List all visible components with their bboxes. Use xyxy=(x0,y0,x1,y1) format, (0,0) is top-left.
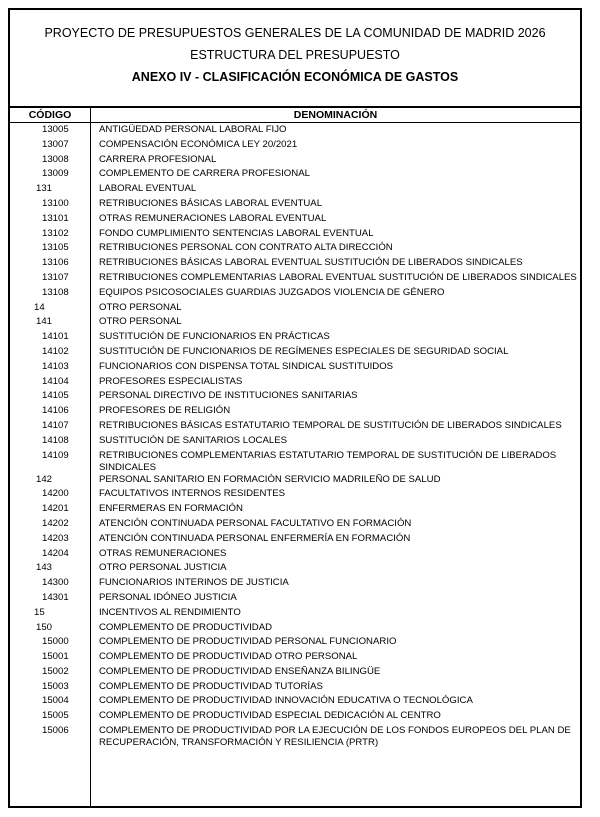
table-row xyxy=(10,346,580,361)
row-description: COMPLEMENTO DE PRODUCTIVIDAD OTRO PERSONAL xyxy=(99,651,358,663)
table-row xyxy=(10,242,580,257)
row-description: COMPLEMENTO DE PRODUCTIVIDAD ESPECIAL DEDICACIÓN AL CENTRO xyxy=(99,710,441,722)
table-row xyxy=(10,154,580,169)
row-description: OTRO PERSONAL xyxy=(99,301,182,313)
row-code: 14105 xyxy=(42,390,69,402)
row-description: PERSONAL IDÓNEO JUSTICIA xyxy=(99,591,237,603)
row-code: 14107 xyxy=(42,419,69,431)
table-row xyxy=(10,450,580,474)
table-row xyxy=(10,213,580,228)
header-annex-title: ANEXO IV - CLASIFICACIÓN ECONÓMICA DE GASTOS xyxy=(131,70,459,84)
row-code: 13007 xyxy=(42,138,69,150)
table-row xyxy=(10,124,580,139)
table-row xyxy=(10,562,580,577)
row-code: 13009 xyxy=(42,168,69,180)
row-code: 15006 xyxy=(42,725,69,737)
row-description: COMPLEMENTO DE PRODUCTIVIDAD xyxy=(99,621,273,633)
row-code: 14 xyxy=(34,301,45,313)
row-code: 13106 xyxy=(42,257,69,269)
table-row xyxy=(10,257,580,272)
row-code: 14108 xyxy=(42,434,69,446)
row-code: 14109 xyxy=(42,449,69,461)
table-body xyxy=(10,124,580,749)
row-code: 14204 xyxy=(42,547,69,559)
row-description: INCENTIVOS AL RENDIMIENTO xyxy=(99,606,241,618)
table-row xyxy=(10,474,580,489)
row-description: EQUIPOS PSICOSOCIALES GUARDIAS JUZGADOS VIOLENCIA DE GÉNERO xyxy=(99,286,445,298)
row-description: COMPENSACIÓN ECONÓMICA LEY 20/2021 xyxy=(99,138,298,150)
document-header xyxy=(10,10,580,106)
table-row xyxy=(10,636,580,651)
row-code: 13008 xyxy=(42,153,69,165)
row-description: FUNCIONARIOS INTERINOS DE JUSTICIA xyxy=(99,577,289,589)
row-description: COMPLEMENTO DE PRODUCTIVIDAD INNOVACIÓN EDUCATIVA O TECNOLÓGICA xyxy=(99,695,473,707)
row-description: ATENCIÓN CONTINUADA PERSONAL ENFERMERÍA EN FORMACIÓN xyxy=(99,532,411,544)
row-code: 14202 xyxy=(42,517,69,529)
column-header-code: CÓDIGO xyxy=(28,109,72,121)
row-code: 15001 xyxy=(42,651,69,663)
row-description: RETRIBUCIONES COMPLEMENTARIAS ESTATUTARIO TEMPORAL DE SUSTITUCIÓN DE LIBERADOS SINDICALES xyxy=(99,449,557,473)
row-description: RETRIBUCIONES BÁSICAS LABORAL EVENTUAL SUSTITUCIÓN DE LIBERADOS SINDICALES xyxy=(99,257,523,269)
table-row xyxy=(10,331,580,346)
row-code: 14103 xyxy=(42,360,69,372)
row-code: 142 xyxy=(36,473,53,485)
row-description: COMPLEMENTO DE PRODUCTIVIDAD ENSEÑANZA BILINGÜE xyxy=(99,665,381,677)
row-description: COMPLEMENTO DE PRODUCTIVIDAD TUTORÍAS xyxy=(99,680,323,692)
row-code: 14300 xyxy=(42,577,69,589)
table-header xyxy=(10,106,580,123)
row-description: FONDO CUMPLIMIENTO SENTENCIAS LABORAL EVENTUAL xyxy=(99,227,374,239)
table-row xyxy=(10,198,580,213)
table-row xyxy=(10,420,580,435)
table-row xyxy=(10,548,580,563)
table-row xyxy=(10,139,580,154)
row-code: 15000 xyxy=(42,636,69,648)
row-code: 14200 xyxy=(42,488,69,500)
row-code: 15 xyxy=(34,606,45,618)
row-description: ATENCIÓN CONTINUADA PERSONAL FACULTATIVO EN FORMACIÓN xyxy=(99,517,412,529)
table-row xyxy=(10,607,580,622)
row-code: 13005 xyxy=(42,124,69,135)
table-row xyxy=(10,488,580,503)
row-code: 150 xyxy=(36,621,53,633)
row-description: PROFESORES DE RELIGIÓN xyxy=(99,405,231,417)
row-code: 15003 xyxy=(42,680,69,692)
row-description: PERSONAL DIRECTIVO DE INSTITUCIONES SANITARIAS xyxy=(99,390,358,402)
table-row xyxy=(10,681,580,696)
header-subtitle: ESTRUCTURA DEL PRESUPUESTO xyxy=(190,48,400,62)
header-title: PROYECTO DE PRESUPUESTOS GENERALES DE LA COMUNIDAD DE MADRID 2026 xyxy=(44,26,546,40)
row-description: ENFERMERAS EN FORMACIÓN xyxy=(99,503,243,515)
row-description: RETRIBUCIONES BÁSICAS ESTATUTARIO TEMPORAL DE SUSTITUCIÓN DE LIBERADOS SINDICALES xyxy=(99,419,562,431)
row-description: COMPLEMENTO DE CARRERA PROFESIONAL xyxy=(99,168,310,180)
table-row xyxy=(10,183,580,198)
table-row xyxy=(10,272,580,287)
table-row xyxy=(10,518,580,533)
table-row xyxy=(10,376,580,391)
table-row xyxy=(10,168,580,183)
row-description: PROFESORES ESPECIALISTAS xyxy=(99,375,243,387)
row-code: 14104 xyxy=(42,375,69,387)
table-row xyxy=(10,302,580,317)
row-description: OTRAS REMUNERACIONES LABORAL EVENTUAL xyxy=(99,212,327,224)
row-code: 14203 xyxy=(42,532,69,544)
table-row xyxy=(10,228,580,243)
row-description: FACULTATIVOS INTERNOS RESIDENTES xyxy=(99,488,286,500)
document-page xyxy=(8,8,582,808)
row-code: 14101 xyxy=(42,331,69,343)
row-code: 13101 xyxy=(42,212,69,224)
row-code: 13108 xyxy=(42,286,69,298)
row-description: LABORAL EVENTUAL xyxy=(99,183,197,195)
row-code: 13100 xyxy=(42,197,69,209)
row-description: SUSTITUCIÓN DE SANITARIOS LOCALES xyxy=(99,434,288,446)
row-code: 15004 xyxy=(42,695,69,707)
table-row xyxy=(10,316,580,331)
row-code: 13105 xyxy=(42,242,69,254)
row-description: RETRIBUCIONES BÁSICAS LABORAL EVENTUAL xyxy=(99,197,323,209)
table-row xyxy=(10,666,580,681)
table-row xyxy=(10,651,580,666)
row-code: 143 xyxy=(36,562,53,574)
table-row xyxy=(10,435,580,450)
row-code: 14102 xyxy=(42,345,69,357)
table-row xyxy=(10,361,580,376)
column-header-description: DENOMINACIÓN xyxy=(293,109,378,121)
row-code: 131 xyxy=(36,183,53,195)
row-code: 141 xyxy=(36,316,53,328)
row-description: COMPLEMENTO DE PRODUCTIVIDAD POR LA EJECUCIÓN DE LOS FONDOS EUROPEOS DEL PLAN DE RECUPERACIÓN, TRANSFORMACIÓN Y RESILIENCIA (PRTR) xyxy=(99,725,571,749)
row-code: 14201 xyxy=(42,503,69,515)
table-row xyxy=(10,577,580,592)
row-code: 15005 xyxy=(42,710,69,722)
row-description: SUSTITUCIÓN DE FUNCIONARIOS DE REGÍMENES ESPECIALES DE SEGURIDAD SOCIAL xyxy=(99,345,509,357)
row-code: 14301 xyxy=(42,591,69,603)
table-row xyxy=(10,405,580,420)
table-row xyxy=(10,592,580,607)
row-description: OTRO PERSONAL xyxy=(99,316,182,328)
row-description: PERSONAL SANITARIO EN FORMACIÓN SERVICIO MADRILEÑO DE SALUD xyxy=(99,473,441,485)
row-code: 13107 xyxy=(42,271,69,283)
row-description: RETRIBUCIONES COMPLEMENTARIAS LABORAL EVENTUAL SUSTITUCIÓN DE LIBERADOS SINDICALES xyxy=(99,271,577,283)
row-code: 15002 xyxy=(42,665,69,677)
row-description: SUSTITUCIÓN DE FUNCIONARIOS EN PRÁCTICAS xyxy=(99,331,330,343)
table-row xyxy=(10,390,580,405)
table-row xyxy=(10,503,580,518)
row-code: 14106 xyxy=(42,405,69,417)
row-description: RETRIBUCIONES PERSONAL CON CONTRATO ALTA DIRECCIÓN xyxy=(99,242,393,254)
table-row xyxy=(10,725,580,749)
row-description: OTRO PERSONAL JUSTICIA xyxy=(99,562,227,574)
row-description: COMPLEMENTO DE PRODUCTIVIDAD PERSONAL FUNCIONARIO xyxy=(99,636,397,648)
row-description: FUNCIONARIOS CON DISPENSA TOTAL SINDICAL SUSTITUIDOS xyxy=(99,360,394,372)
row-description: CARRERA PROFESIONAL xyxy=(99,153,217,165)
table-row xyxy=(10,710,580,725)
table-row xyxy=(10,622,580,637)
table-row xyxy=(10,695,580,710)
row-description: OTRAS REMUNERACIONES xyxy=(99,547,227,559)
row-description: ANTIGÜEDAD PERSONAL LABORAL FIJO xyxy=(99,124,287,135)
table-row xyxy=(10,533,580,548)
table-row xyxy=(10,287,580,302)
row-code: 13102 xyxy=(42,227,69,239)
